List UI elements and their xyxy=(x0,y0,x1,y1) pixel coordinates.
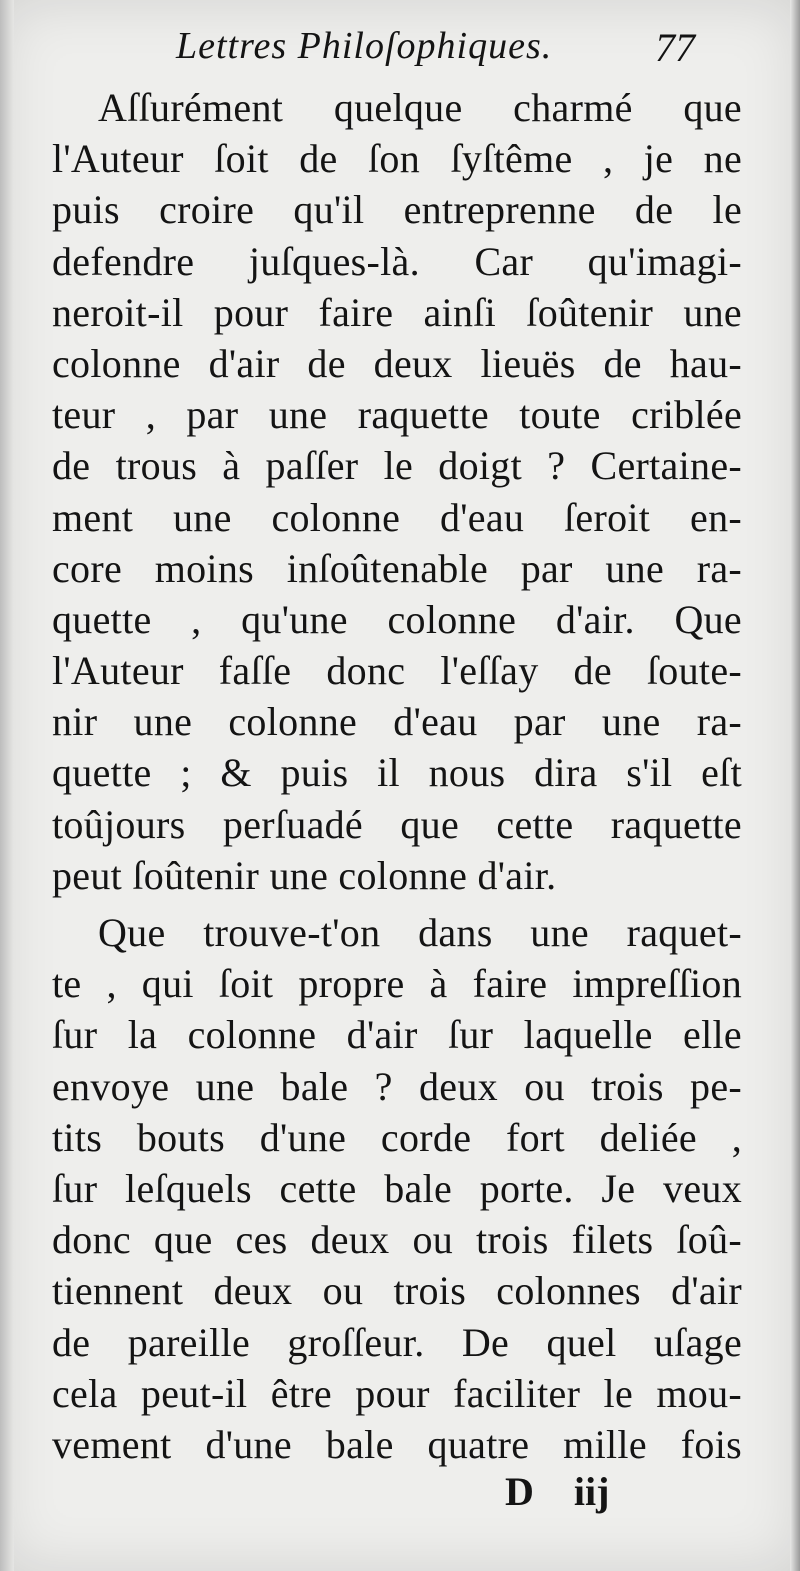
paragraph-2 xyxy=(52,907,742,1470)
text-line: neroit-il pour faire ainſi ſoûtenir une xyxy=(52,289,742,335)
text-line: Que trouve-t'on dans une raquet- xyxy=(98,910,742,955)
text-line: core moins inſoûtenable par une ra- xyxy=(52,545,742,591)
text-line: teur , par une raquette toute criblée xyxy=(52,392,742,438)
text-line: colonne d'air de deux lieuës de hau- xyxy=(52,340,742,386)
text-line: defendre juſques-là. Car qu'imagi- xyxy=(52,238,742,284)
text-line: peut ſoûtenir une colonne d'air. xyxy=(52,852,557,898)
running-head: Lettres Philoſophiques. xyxy=(176,25,553,67)
paragraph-1 xyxy=(52,82,742,901)
text-line: quette ; & puis il nous dira s'il eſt xyxy=(52,750,742,796)
text-line: puis croire qu'il entreprenne de le xyxy=(52,187,742,233)
text-line: toûjours perſuadé que cette raquette xyxy=(52,801,742,847)
page-number: 77 xyxy=(655,25,695,70)
text-line: ſur leſquels cette bale porte. Je veux xyxy=(52,1165,742,1211)
text-line: cela peut-il être pour faciliter le mou- xyxy=(52,1370,742,1416)
text-line: vement d'une bale quatre mille fois xyxy=(52,1421,742,1467)
text-line: ſur la colonne d'air ſur laquelle elle xyxy=(52,1012,742,1058)
text-line: ment une colonne d'eau ſeroit en- xyxy=(52,494,742,540)
text-line: l'Auteur ſoit de ſon ſyſtême , je ne xyxy=(52,136,742,182)
text-line: te , qui ſoit propre à faire impreſſion xyxy=(52,961,742,1007)
text-line: nir une colonne d'eau par une ra- xyxy=(52,699,742,745)
text-line: Aſſurément quelque charmé que xyxy=(98,85,742,130)
text-line: tiennent deux ou trois colonnes d'air xyxy=(52,1268,742,1314)
page-edge-right xyxy=(790,0,800,1571)
text-line: donc que ces deux ou trois filets ſoû- xyxy=(52,1217,742,1263)
text-body xyxy=(52,82,742,1470)
text-line: quette , qu'une colonne d'air. Que xyxy=(52,596,742,642)
text-line: de pareille groſſeur. De quel uſage xyxy=(52,1319,742,1365)
text-line: envoye une bale ? deux ou trois pe- xyxy=(52,1063,742,1109)
text-line: de trous à paſſer le doigt ? Certaine- xyxy=(52,443,742,489)
text-line: l'Auteur faſſe donc l'eſſay de ſoute- xyxy=(52,648,742,694)
page-edge-left xyxy=(0,0,14,1571)
signature-mark: D iij xyxy=(505,1469,610,1514)
text-line: tits bouts d'une corde fort deliée , xyxy=(52,1114,742,1160)
